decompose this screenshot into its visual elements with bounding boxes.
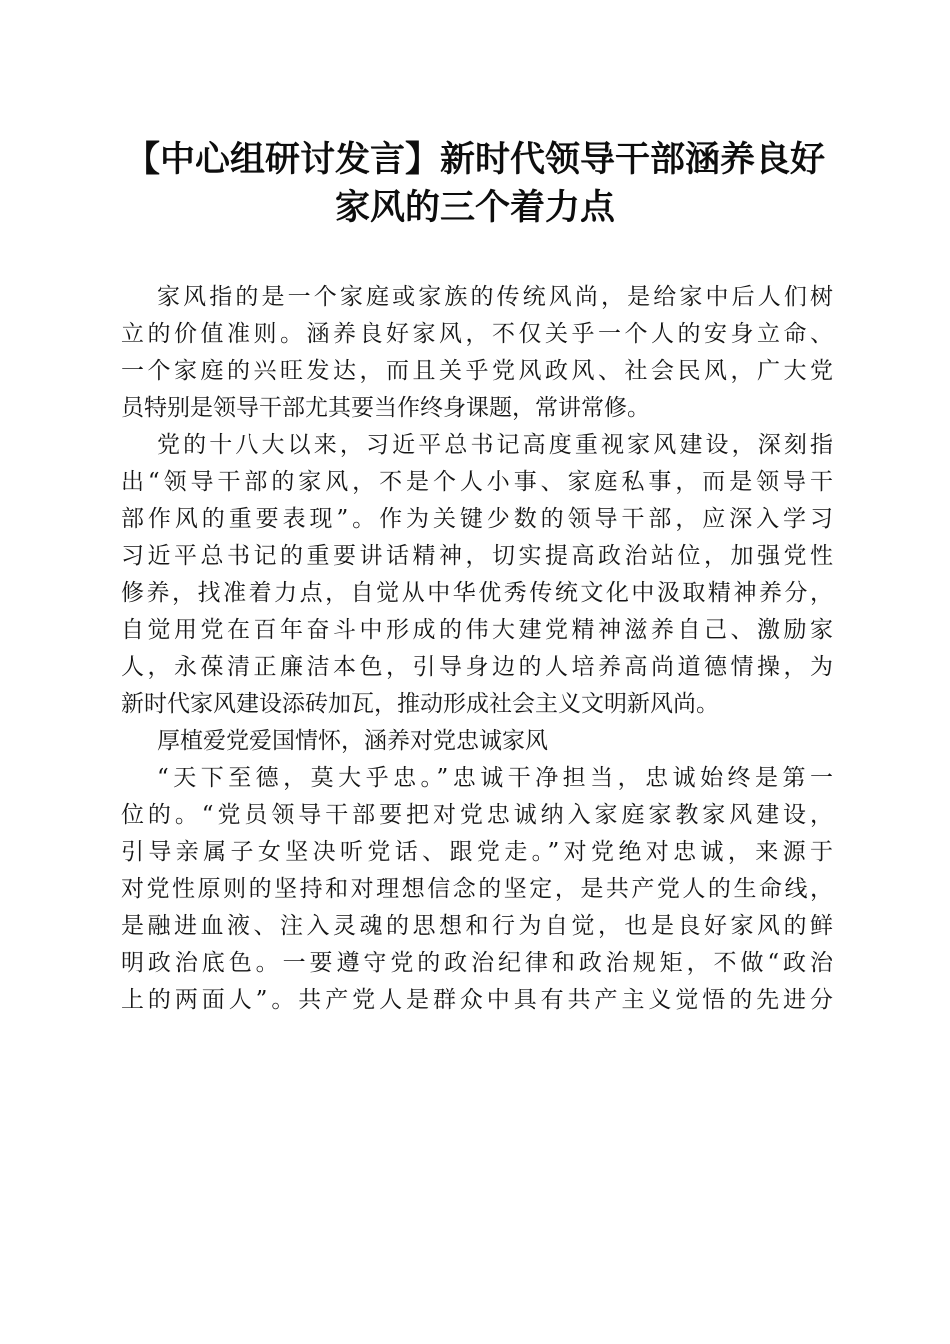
paragraph-line: 一个家庭的兴旺发达，而且关乎党风政风、社会民风，广大党 (121, 358, 833, 384)
paragraph-line: 部作风的重要表现”。作为关键少数的领导干部，应深入学习 (121, 506, 833, 532)
paragraph-line: 家风指的是一个家庭或家族的传统风尚，是给家中后人们树 (157, 284, 833, 310)
paragraph-line: 修养，找准着力点，自觉从中华优秀传统文化中汲取精神养分， (121, 580, 833, 606)
paragraph-line: 自觉用党在百年奋斗中形成的伟大建党精神滋养自己、激励家 (121, 617, 833, 643)
paragraph-line: 是融进血液、注入灵魂的思想和行为自觉，也是良好家风的鲜 (121, 913, 833, 939)
section-heading: 厚植爱党爱国情怀，涵养对党忠诚家风 (157, 728, 548, 754)
paragraph-line: 引导亲属子女坚决听党话、跟党走。”对党绝对忠诚，来源于 (121, 839, 833, 865)
document-title-line-2: 家风的三个着力点 (334, 188, 615, 228)
paragraph-line: 对党性原则的坚持和对理想信念的坚定，是共产党人的生命线， (121, 876, 833, 902)
document-title-line-1: 【中心组研讨发言】新时代领导干部涵养良好 (124, 140, 825, 180)
paragraph-line: 立的价值准则。涵养良好家风，不仅关乎一个人的安身立命、 (121, 321, 833, 347)
paragraph-line: 新时代家风建设添砖加瓦，推动形成社会主义文明新风尚。 (121, 691, 719, 717)
paragraph-line: 员特别是领导干部尤其要当作终身课题，常讲常修。 (121, 395, 650, 421)
paragraph-line: 习近平总书记的重要讲话精神，切实提高政治站位，加强党性 (121, 543, 833, 569)
paragraph-line: 上的两面人”。共产党人是群众中具有共产主义觉悟的先进分 (121, 987, 833, 1013)
paragraph-line: “天下至德，莫大乎忠。”忠诚干净担当，忠诚始终是第一 (157, 765, 833, 791)
paragraph-line: 党的十八大以来，习近平总书记高度重视家风建设，深刻指 (157, 432, 833, 458)
paragraph-line: 明政治底色。一要遵守党的政治纪律和政治规矩，不做“政治 (121, 950, 833, 976)
paragraph-line: 位的。“党员领导干部要把对党忠诚纳入家庭家教家风建设， (121, 802, 833, 828)
paragraph-line: 出“领导干部的家风，不是个人小事、家庭私事，而是领导干 (121, 469, 833, 495)
paragraph-line: 人，永葆清正廉洁本色，引导身边的人培养高尚道德情操，为 (121, 654, 833, 680)
